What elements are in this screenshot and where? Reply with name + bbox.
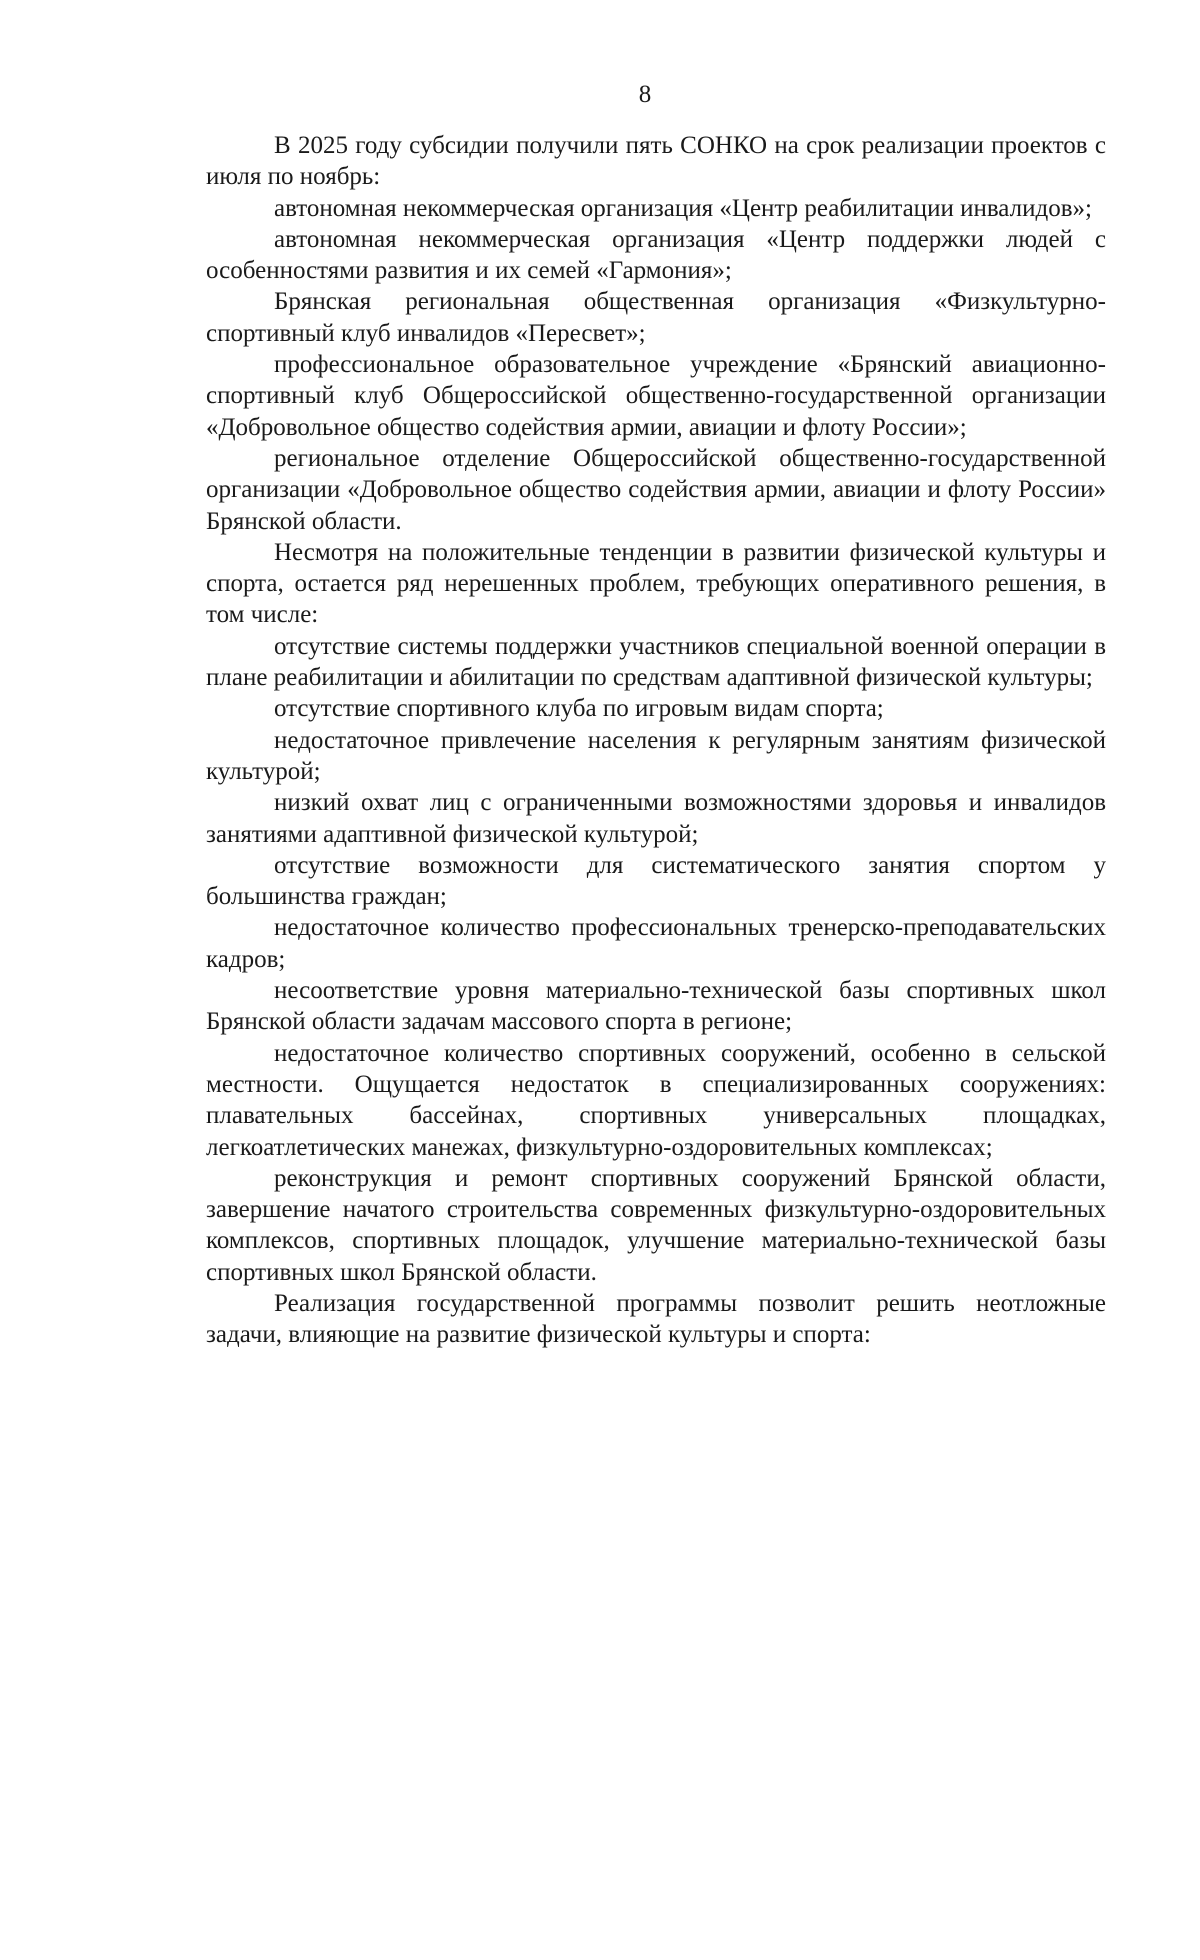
paragraph-program-tasks: Реализация государственной программы позволит решить неотложные задачи, влияющие на развитие физической культуры и спорта: <box>206 1289 1106 1349</box>
list-item-problem: отсутствие спортивного клуба по игровым видам спорта; <box>274 695 884 723</box>
list-item-problem: несоответствие уровня материально-технической базы спортивных школ Брянской области задачам массового спорта в регионе; <box>206 977 1106 1036</box>
document-body <box>206 130 1106 1351</box>
list-item-problem: низкий охват лиц с ограниченными возможностями здоровья и инвалидов занятиями адаптивной физической культурой; <box>206 789 1106 848</box>
list-item-organization: профессиональное образовательное учреждение «Брянский авиационно-спортивный клуб Общероссийской общественно-государственной организации «Добровольное общество содействия армии, авиации и флоту России»; <box>206 351 1106 441</box>
list-item-problem: недостаточное привлечение населения к регулярным занятиям физической культурой; <box>206 726 1106 785</box>
paragraph-subsidies-intro: В 2025 году субсидии получили пять СОНКО на срок реализации проектов с июля по ноябрь: <box>206 132 1106 191</box>
list-item-organization: автономная некоммерческая организация «Центр реабилитации инвалидов»; <box>274 194 1092 222</box>
list-item-organization: региональное отделение Общероссийской общественно-государственной организации «Добровольное общество содействия армии, авиации и флоту России» Брянской области. <box>206 444 1106 535</box>
list-item-organization: Брянская региональная общественная организация «Физкультурно-спортивный клуб инвалидов «Пересвет»; <box>206 288 1106 347</box>
list-item-organization: автономная некоммерческая организация «Центр поддержки людей с особенностями развития и их семей «Гармония»; <box>206 225 1106 285</box>
list-item-problem: отсутствие возможности для систематического занятия спортом у большинства граждан; <box>206 851 1106 911</box>
page-number: 8 <box>638 81 652 108</box>
list-item-problem: недостаточное количество профессиональных тренерско-преподавательских кадров; <box>206 914 1106 973</box>
paragraph-problems-intro: Несмотря на положительные тенденции в развитии физической культуры и спорта, остается ряд нерешенных проблем, требующих оперативного решения, в том числе: <box>206 538 1106 629</box>
list-item-problem: недостаточное количество спортивных сооружений, особенно в сельской местности. Ощущается недостаток в специализированных сооружениях: плавательных бассейнах, спортивных универсальных площадках, легкоатлетических манежах, физкультурно-оздоровительных комплексах; <box>206 1039 1106 1161</box>
list-item-problem: реконструкция и ремонт спортивных сооружений Брянской области, завершение начатого строительства современных физкультурно-оздоровительных комплексов, спортивных площадок, улучшение материально-технической базы спортивных школ Брянской области. <box>206 1164 1106 1286</box>
list-item-problem: отсутствие системы поддержки участников специальной военной операции в плане реабилитации и абилитации по средствам адаптивной физической культуры; <box>206 632 1106 692</box>
